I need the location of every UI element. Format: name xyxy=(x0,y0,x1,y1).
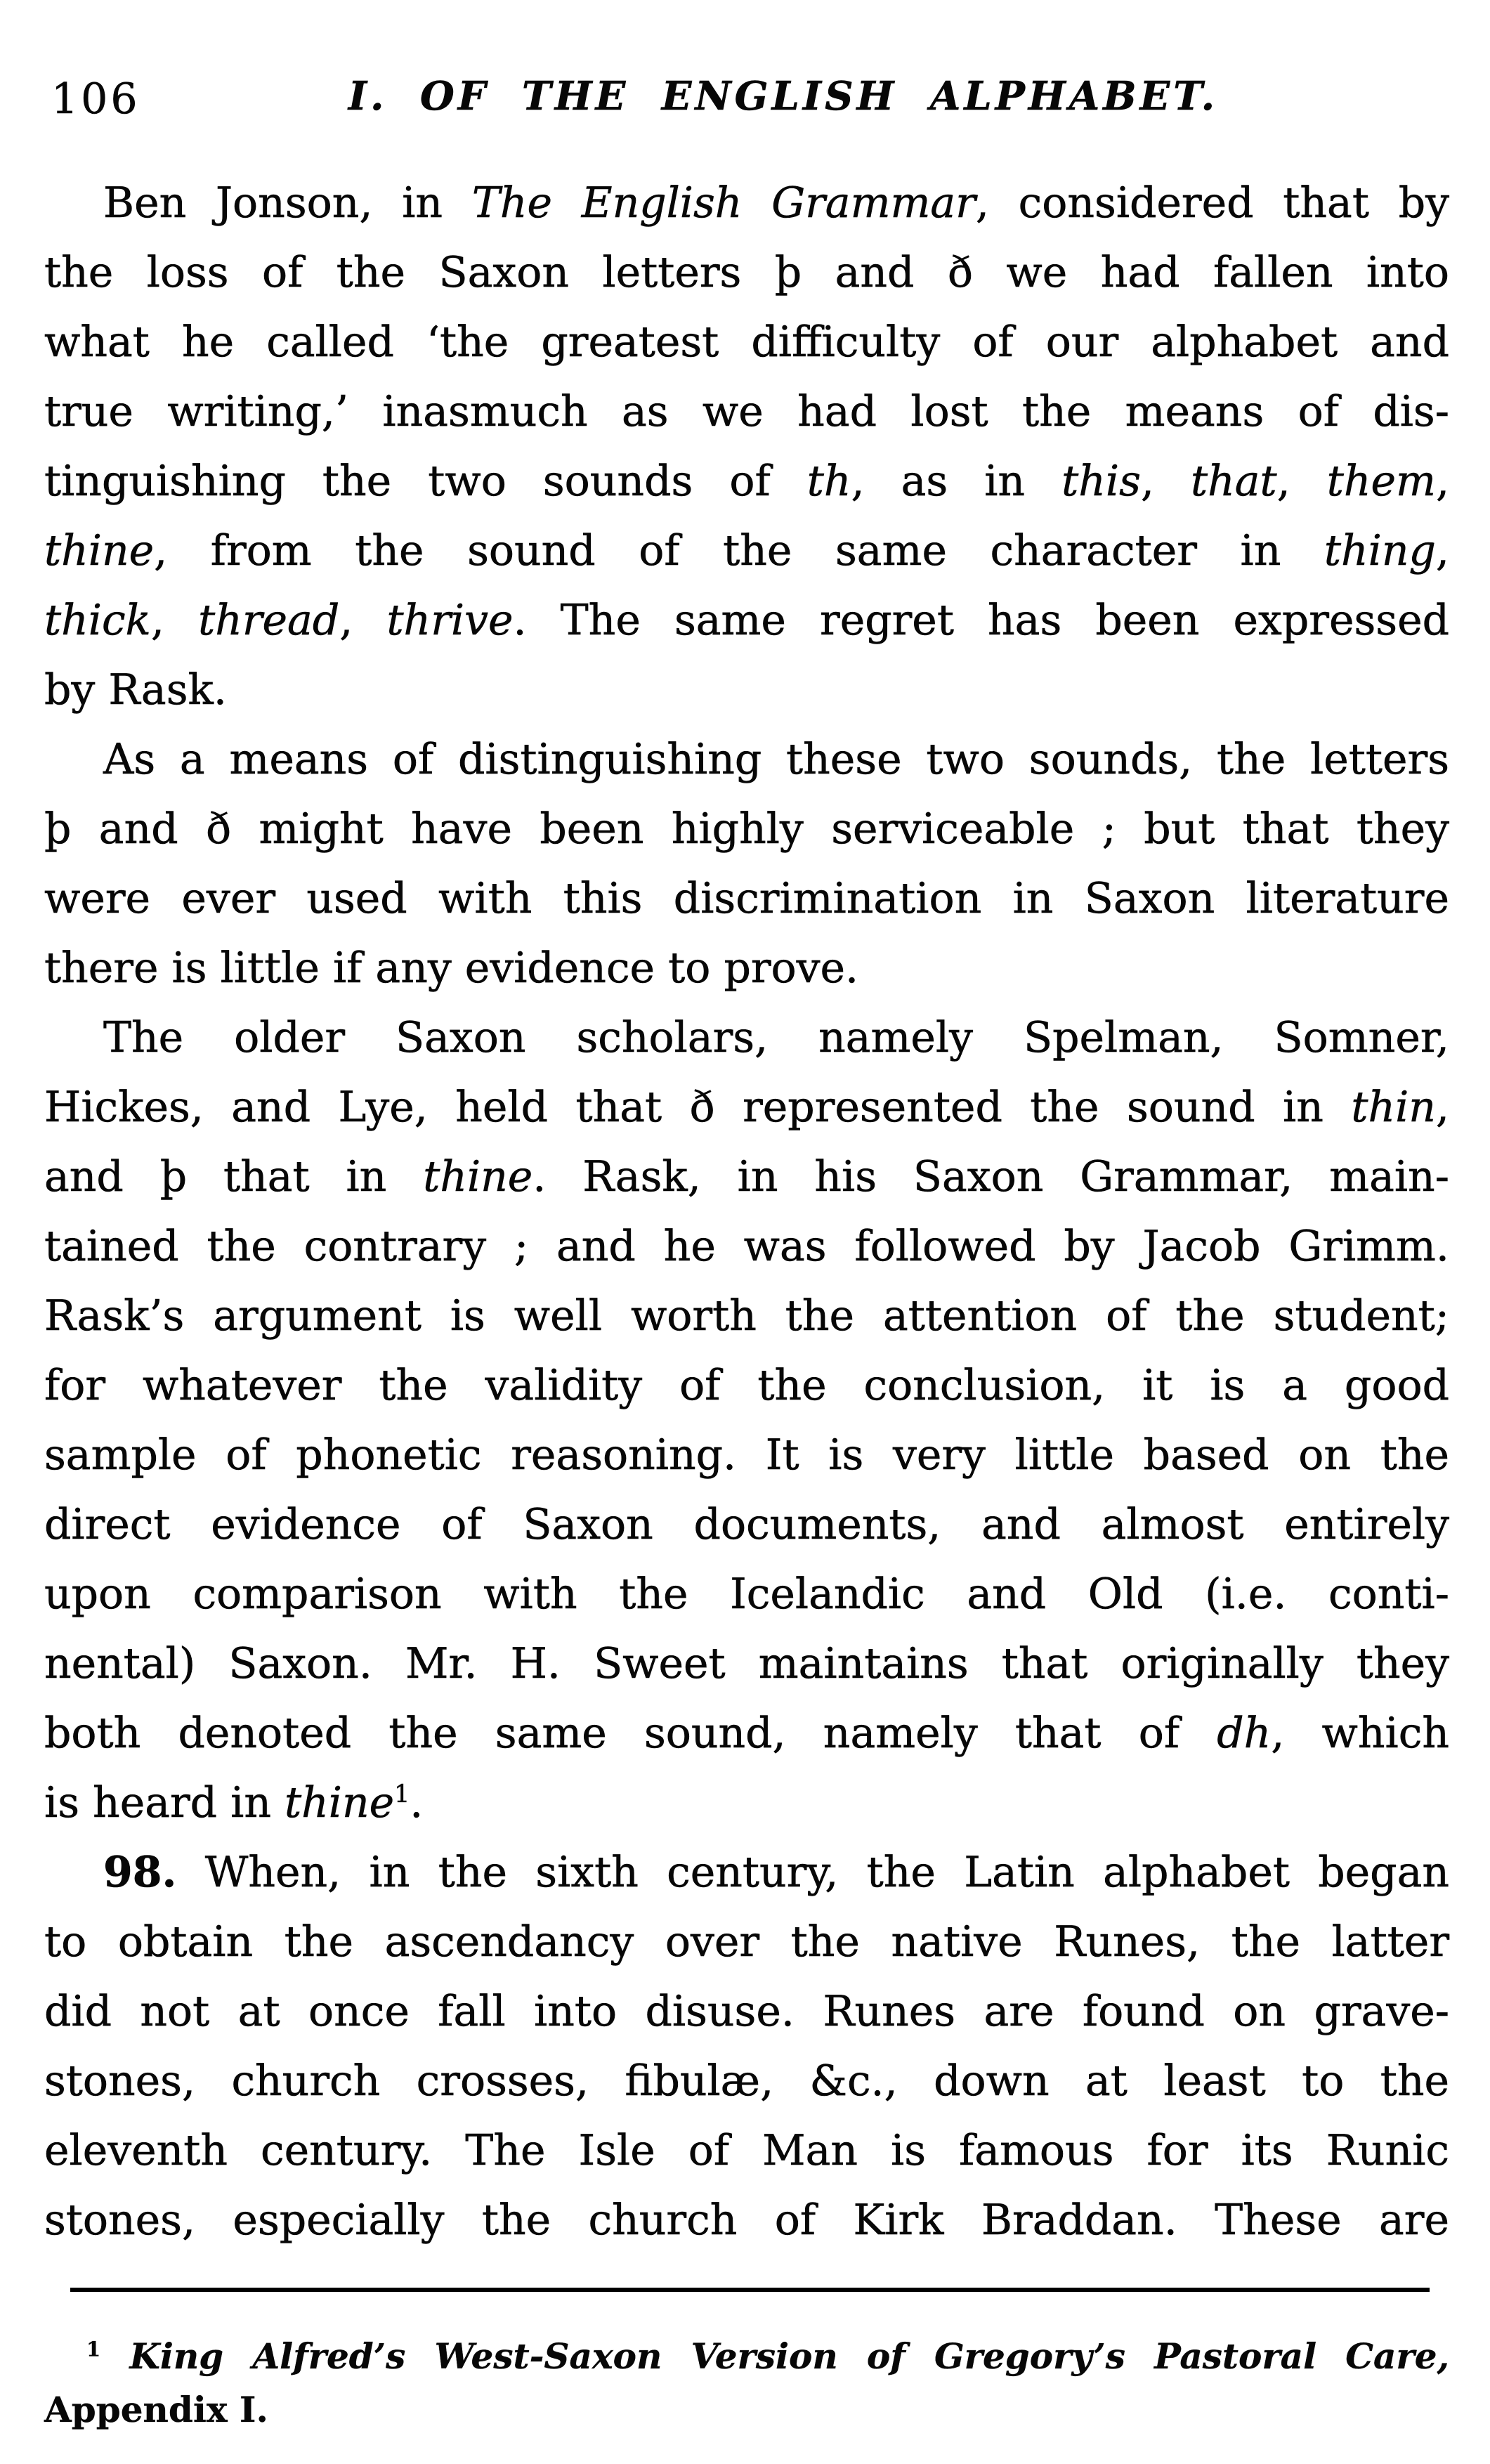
text-segment: The English Grammar xyxy=(471,178,976,228)
text-line xyxy=(44,1351,1449,1421)
text-segment: thick xyxy=(44,596,151,645)
text-line xyxy=(44,238,1449,308)
text-line xyxy=(44,725,1449,795)
text-segment: eleventh century. The Isle of Man is famous for its Runic xyxy=(44,2126,1449,2175)
text-segment: þ and ð might have been highly serviceable ; but that they xyxy=(44,804,1449,854)
text-segment: both denoted the same sound, namely that of xyxy=(44,1709,1217,1758)
running-header xyxy=(44,73,1449,136)
text-line xyxy=(44,1003,1449,1073)
text-segment: , xyxy=(1435,526,1449,575)
text-line xyxy=(44,795,1449,864)
text-segment: that xyxy=(1191,457,1277,506)
text-segment: Rask’s argument is well worth the attention of the student; xyxy=(44,1291,1449,1341)
text-segment: , xyxy=(1140,457,1191,506)
text-segment: what he called ‘the greatest difficulty of our alphabet and xyxy=(44,318,1449,367)
text-segment: thine xyxy=(44,526,155,575)
text-line xyxy=(44,1073,1449,1142)
body-text xyxy=(44,169,1449,2255)
text-segment: for whatever the validity of the conclusion, it is a good xyxy=(44,1361,1449,1410)
text-segment: did not at once fall into disuse. Runes are found on grave- xyxy=(44,1987,1449,2036)
text-segment: The older Saxon scholars, namely Spelman, Somner, xyxy=(103,1013,1449,1062)
text-line xyxy=(44,1560,1449,1629)
text-line xyxy=(44,2383,1449,2437)
text-segment: tained the contrary ; and he was followed by Jacob Grimm. xyxy=(44,1222,1449,1271)
text-segment: 98. xyxy=(103,1848,177,1897)
text-segment: th xyxy=(806,457,851,506)
text-line xyxy=(44,2330,1449,2383)
text-segment: them xyxy=(1326,457,1436,506)
text-line xyxy=(44,1282,1449,1351)
text-segment: thrive xyxy=(386,596,514,645)
text-segment: by Rask. xyxy=(44,665,227,715)
text-line xyxy=(44,1142,1449,1212)
text-segment: stones, church crosses, fibulæ, &c., down at least to the xyxy=(44,2056,1449,2106)
footnote xyxy=(44,2330,1449,2437)
text-segment: , considered that by xyxy=(975,178,1450,228)
text-segment: When, in the sixth century, the Latin alphabet began xyxy=(176,1848,1449,1897)
text-segment: 1 xyxy=(394,1780,410,1808)
running-title: I. OF THE ENGLISH ALPHABET. xyxy=(348,73,1219,119)
text-segment: 1 xyxy=(86,2337,101,2361)
text-segment: this xyxy=(1061,457,1141,506)
text-segment: the loss of the Saxon letters þ and ð we had fallen into xyxy=(44,248,1449,297)
text-line xyxy=(44,447,1449,516)
text-line xyxy=(44,934,1449,1003)
text-segment: nental) Saxon. Mr. H. Sweet maintains that originally they xyxy=(44,1639,1449,1688)
page-number: 106 xyxy=(51,74,140,124)
text-segment: sample of phonetic reasoning. It is very little based on the xyxy=(44,1430,1449,1480)
text-segment: is heard in xyxy=(44,1778,285,1827)
text-line xyxy=(44,308,1449,377)
text-segment: Appendix I. xyxy=(44,2389,268,2430)
text-segment: were ever used with this discrimination in Saxon literature xyxy=(44,874,1449,923)
text-segment: thine xyxy=(423,1152,533,1201)
text-line xyxy=(44,169,1449,238)
text-line xyxy=(44,864,1449,934)
text-segment: . xyxy=(410,1778,424,1827)
text-segment: direct evidence of Saxon documents, and almost entirely xyxy=(44,1500,1449,1549)
text-segment: . Rask, in his Saxon Grammar, main- xyxy=(532,1152,1449,1201)
text-segment: thin xyxy=(1351,1083,1436,1132)
text-line xyxy=(44,586,1449,656)
text-segment: Hickes, and Lye, held that ð represented the sound in xyxy=(44,1083,1352,1132)
text-line xyxy=(44,2116,1449,2186)
text-segment: , xyxy=(1276,457,1327,506)
text-segment: upon comparison with the Icelandic and Old (i.e. conti- xyxy=(44,1570,1449,1619)
text-segment: , xyxy=(1435,457,1450,506)
text-line xyxy=(44,2186,1449,2255)
text-segment: thine xyxy=(285,1778,395,1827)
text-line xyxy=(44,1838,1449,1908)
text-line xyxy=(44,1629,1449,1699)
text-line xyxy=(44,1699,1449,1768)
text-segment: to obtain the ascendancy over the native Runes, the latter xyxy=(44,1917,1449,1967)
text-segment xyxy=(100,2335,129,2377)
text-line xyxy=(44,1490,1449,1560)
text-segment: thread xyxy=(198,596,340,645)
footnote-rule xyxy=(70,2288,1430,2292)
text-segment: , xyxy=(339,596,387,645)
text-line xyxy=(44,377,1449,447)
text-line xyxy=(44,516,1449,586)
text-segment: Ben Jonson, in xyxy=(103,178,472,228)
text-line xyxy=(44,1212,1449,1282)
text-segment: As a means of distinguishing these two sounds, the letters xyxy=(103,735,1449,784)
text-segment: . The same regret has been expressed xyxy=(513,596,1449,645)
text-segment: , xyxy=(1435,1083,1449,1132)
text-segment: dh xyxy=(1217,1709,1272,1758)
text-line xyxy=(44,1908,1449,1977)
text-line xyxy=(44,2047,1449,2116)
text-segment: tinguishing the two sounds of xyxy=(44,457,807,506)
text-segment: , xyxy=(150,596,199,645)
text-segment: King Alfred’s West-Saxon Version of Gregory’s Pastoral Care, xyxy=(129,2335,1449,2377)
text-line xyxy=(44,1421,1449,1490)
text-segment: , from the sound of the same character in xyxy=(154,526,1324,575)
text-segment: , as in xyxy=(851,457,1062,506)
text-line xyxy=(44,1768,1449,1838)
text-line xyxy=(44,1977,1449,2047)
text-segment: , which xyxy=(1271,1709,1449,1758)
text-segment: and þ that in xyxy=(44,1152,424,1201)
text-segment: stones, especially the church of Kirk Braddan. These are xyxy=(44,2196,1449,2245)
text-segment: there is little if any evidence to prove. xyxy=(44,944,859,993)
text-line xyxy=(44,656,1449,725)
text-segment: thing xyxy=(1324,526,1436,575)
text-segment: true writing,’ inasmuch as we had lost the means of dis- xyxy=(44,387,1449,436)
